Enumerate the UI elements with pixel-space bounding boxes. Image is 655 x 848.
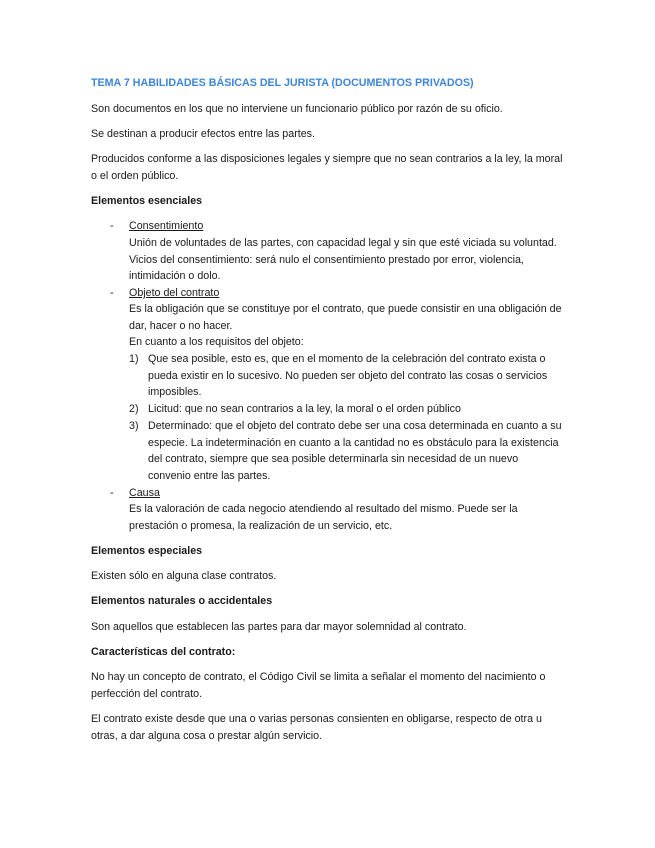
- intro-paragraph-2: Se destinan a producir efectos entre las partes.: [91, 128, 315, 140]
- consentimiento-text: Unión de voluntades de las partes, con capacidad legal y sin que esté viciada su voluntad. Vicios del consentimiento: será nulo el consentimiento prestado por error, violencia, intimidación o dolo.: [129, 237, 557, 282]
- naturales-text: Son aquellos que establecen las partes para dar mayor solemnidad al contrato.: [91, 621, 467, 633]
- bullet-dash: -: [110, 220, 114, 232]
- requisito-number: 2): [129, 403, 139, 415]
- document-title: TEMA 7 HABILIDADES BÁSICAS DEL JURISTA (DOCUMENTOS PRIVADOS): [91, 77, 474, 89]
- heading-caracteristicas: Características del contrato:: [91, 646, 236, 658]
- requisito-text: Determinado: que el objeto del contrato debe ser una cosa determinada en cuanto a su especie. La indeterminación en cuanto a la cantidad no es obstáculo para la existencia del contrato, siempre que sea posible determinarla sin necesidad de un nuevo convenio entre las partes.: [148, 420, 562, 482]
- caracteristicas-paragraph-1: No hay un concepto de contrato, el Código Civil se limita a señalar el momento del nacimiento o perfección del contrato.: [91, 671, 546, 700]
- objeto-text: Es la obligación que se constituye por el contrato, que puede consistir en una obligación de dar, hacer o no hacer.: [129, 303, 562, 332]
- causa-text: Es la valoración de cada negocio atendiendo al resultado del mismo. Puede ser la prestación o promesa, la realización de un servicio, etc.: [129, 503, 518, 532]
- requisitos-intro: En cuanto a los requisitos del objeto:: [129, 336, 304, 348]
- heading-elementos-esenciales: Elementos esenciales: [91, 195, 203, 207]
- requisito-number: 1): [129, 353, 139, 365]
- intro-paragraph-1: Son documentos en los que no interviene un funcionario público por razón de su oficio.: [91, 103, 503, 115]
- causa-label: Causa: [129, 487, 160, 499]
- requisito-number: 3): [129, 420, 139, 432]
- heading-elementos-especiales: Elementos especiales: [91, 545, 203, 557]
- bullet-dash: -: [110, 287, 114, 299]
- consentimiento-label: Consentimiento: [129, 220, 204, 232]
- especiales-text: Existen sólo en alguna clase contratos.: [91, 570, 277, 582]
- requisito-text: Que sea posible, esto es, que en el momento de la celebración del contrato exista o pueda existir en lo sucesivo. No pueden ser objeto del contrato las cosas o servicios imposibles.: [148, 353, 548, 398]
- intro-paragraph-3: Producidos conforme a las disposiciones legales y siempre que no sean contrarios a la ley, la moral o el orden público.: [91, 153, 563, 182]
- requisito-text: Licitud: que no sean contrarios a la ley, la moral o el orden público: [148, 403, 461, 415]
- heading-elementos-naturales: Elementos naturales o accidentales: [91, 595, 273, 607]
- caracteristicas-paragraph-2: El contrato existe desde que una o varias personas consienten en obligarse, respecto de otra u otras, a dar alguna cosa o prestar algún servicio.: [91, 713, 542, 742]
- bullet-dash: -: [110, 487, 114, 499]
- objeto-label: Objeto del contrato: [129, 287, 220, 299]
